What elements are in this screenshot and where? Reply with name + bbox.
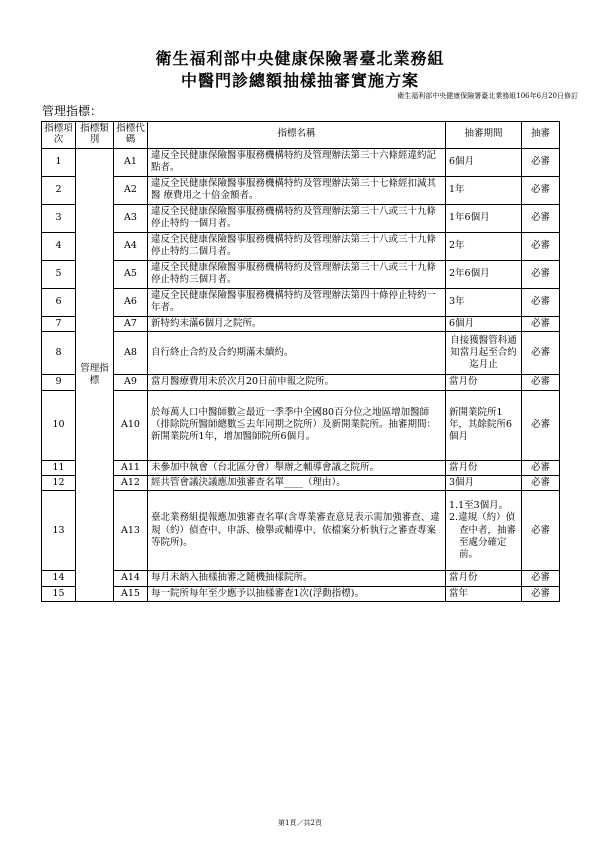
col-header-name: 指標名稱 [148,122,446,149]
indicator-name-cell: 違反全民健康保險醫事服務機構特約及管理辦法第三十七條經扣減其醫 療費用之十倍金額者。 [148,176,446,204]
review-cell: 必審 [522,204,560,232]
period-cell: 當年 [446,586,522,601]
indicator-table [41,121,560,602]
period-cell: 2年 [446,232,522,260]
indicator-name-cell: 違反全民健康保險醫事服務機構特約及管理辦法第三十六條經違約記點者。 [148,148,446,176]
category-cell: 管理指標 [76,148,114,601]
item-no-cell: 7 [42,316,76,331]
table-header-row [42,122,560,149]
item-no-cell: 10 [42,390,76,460]
code-cell: A11 [114,460,148,475]
period-list [449,500,518,562]
period-cell: 1年6個月 [446,204,522,232]
indicator-name-cell: 違反全民健康保險醫事服務機構特約及管理辦法第三十八或三十九條停止特約三個月者。 [148,260,446,288]
code-cell: A7 [114,316,148,331]
item-no-cell: 14 [42,571,76,586]
table-row [42,375,560,390]
item-no-cell: 2 [42,176,76,204]
review-cell: 必審 [522,176,560,204]
item-no-cell: 8 [42,332,76,375]
period-list-item: 2.違規（約）偵查中者，抽審至處分確定前。 [449,512,517,561]
period-cell: 當月份 [446,375,522,390]
indicator-name-cell: 違反全民健康保險醫事服務機構特約及管理辦法第三十八或三十九條停止特約二個月者。 [148,232,446,260]
period-cell: 6個月 [446,148,522,176]
indicator-name-cell: 於每萬人口中醫師數≧最近一季季中全國80百分位之地區增加醫師（排除院所醫師總數≦去年同期之院所）及新開業院所。抽審期間：新開業院所1年，增加醫師院所6個月。 [148,390,446,460]
indicator-name-cell: 新特約未滿6個月之院所。 [148,316,446,331]
section-title: 管理指標： [42,104,103,118]
item-no-cell: 3 [42,204,76,232]
table-row [42,586,560,601]
table-row [42,491,560,571]
table-row [42,390,560,460]
code-cell: A2 [114,176,148,204]
item-no-cell: 11 [42,460,76,475]
table-row [42,571,560,586]
table-row [42,460,560,475]
review-cell: 必審 [522,460,560,475]
page-footer: 第1頁／共2頁 [278,819,322,827]
table-row [42,260,560,288]
item-no-cell: 4 [42,232,76,260]
period-cell: 當月份 [446,460,522,475]
period-cell: 新開業院所1年，其餘院所6個月 [446,390,522,460]
indicator-name-cell: 未參加中執會（台北區分會）舉辦之輔導會議之院所。 [148,460,446,475]
code-cell: A12 [114,475,148,490]
period-cell: 2年6個月 [446,260,522,288]
review-cell: 必審 [522,375,560,390]
table-row [42,288,560,316]
item-no-cell: 15 [42,586,76,601]
table-row [42,204,560,232]
review-cell: 必審 [522,232,560,260]
table-row [42,475,560,490]
code-cell: A13 [114,491,148,571]
period-cell: 3個月 [446,475,522,490]
indicator-name-cell: 違反全民健康保險醫事服務機構特約及管理辦法第三十八或三十九條停止特約一個月者。 [148,204,446,232]
col-header-review: 抽審 [522,122,560,149]
document-title: 衛生福利部中央健康保險署臺北業務組 [155,49,445,68]
code-cell: A1 [114,148,148,176]
indicator-name-cell: 臺北業務組提報應加強審查名單(含專業審查意見表示需加強審查、違規（約）偵查中、申訴、檢舉或輔導中、依檔案分析執行之審查專案等院所)。 [148,491,446,571]
item-no-cell: 12 [42,475,76,490]
period-cell: 當月份 [446,571,522,586]
indicator-name-cell: 每一院所每年至少應予以抽樣審查1次(浮動指標)。 [148,586,446,601]
table-row [42,316,560,331]
period-cell [446,491,522,571]
item-no-cell: 6 [42,288,76,316]
review-cell: 必審 [522,148,560,176]
col-header-period: 抽審期間 [446,122,522,149]
item-no-cell: 5 [42,260,76,288]
item-no-cell: 13 [42,491,76,571]
item-no-cell: 1 [42,148,76,176]
col-header-code: 指標代碼 [114,122,148,149]
review-cell: 必審 [522,586,560,601]
table-row [42,176,560,204]
period-cell: 1年 [446,176,522,204]
table-row [42,232,560,260]
period-cell: 6個月 [446,316,522,331]
indicator-name-cell: 當月醫療費用未於次月20日前申報之院所。 [148,375,446,390]
table-row [42,148,560,176]
code-cell: A10 [114,390,148,460]
review-cell: 必審 [522,491,560,571]
review-cell: 必審 [522,475,560,490]
code-cell: A5 [114,260,148,288]
indicator-name-cell: 每月未納入抽樣抽審之隨機抽樣院所。 [148,571,446,586]
period-list-item: 1.1至3個月。 [449,499,509,511]
indicator-name-cell: 違反全民健康保險醫事服務機構特約及管理辦法第四十條停止特約一年者。 [148,288,446,316]
indicator-name-cell: 經共管會議決議應加強審查名單____（理由）。 [148,475,446,490]
period-cell: 自接獲醫管科通知當月起至合約迄月止 [446,332,522,375]
review-cell: 必審 [522,332,560,375]
code-cell: A6 [114,288,148,316]
document-subtitle: 中醫門診總額抽樣抽審實施方案 [180,71,419,90]
table-row [42,332,560,375]
review-cell: 必審 [522,260,560,288]
review-cell: 必審 [522,316,560,331]
code-cell: A9 [114,375,148,390]
col-header-category: 指標類別 [76,122,114,149]
indicator-name-cell: 自行終止合約及合約期滿未續約。 [148,332,446,375]
period-cell: 3年 [446,288,522,316]
code-cell: A4 [114,232,148,260]
review-cell: 必審 [522,288,560,316]
review-cell: 必審 [522,390,560,460]
item-no-cell: 9 [42,375,76,390]
code-cell: A8 [114,332,148,375]
col-header-item-no: 指標項次 [42,122,76,149]
review-cell: 必審 [522,571,560,586]
code-cell: A14 [114,571,148,586]
code-cell: A3 [114,204,148,232]
code-cell: A15 [114,586,148,601]
revision-note: 衛生福利部中央健康保險署臺北業務組106年6月20日修訂 [397,92,578,100]
